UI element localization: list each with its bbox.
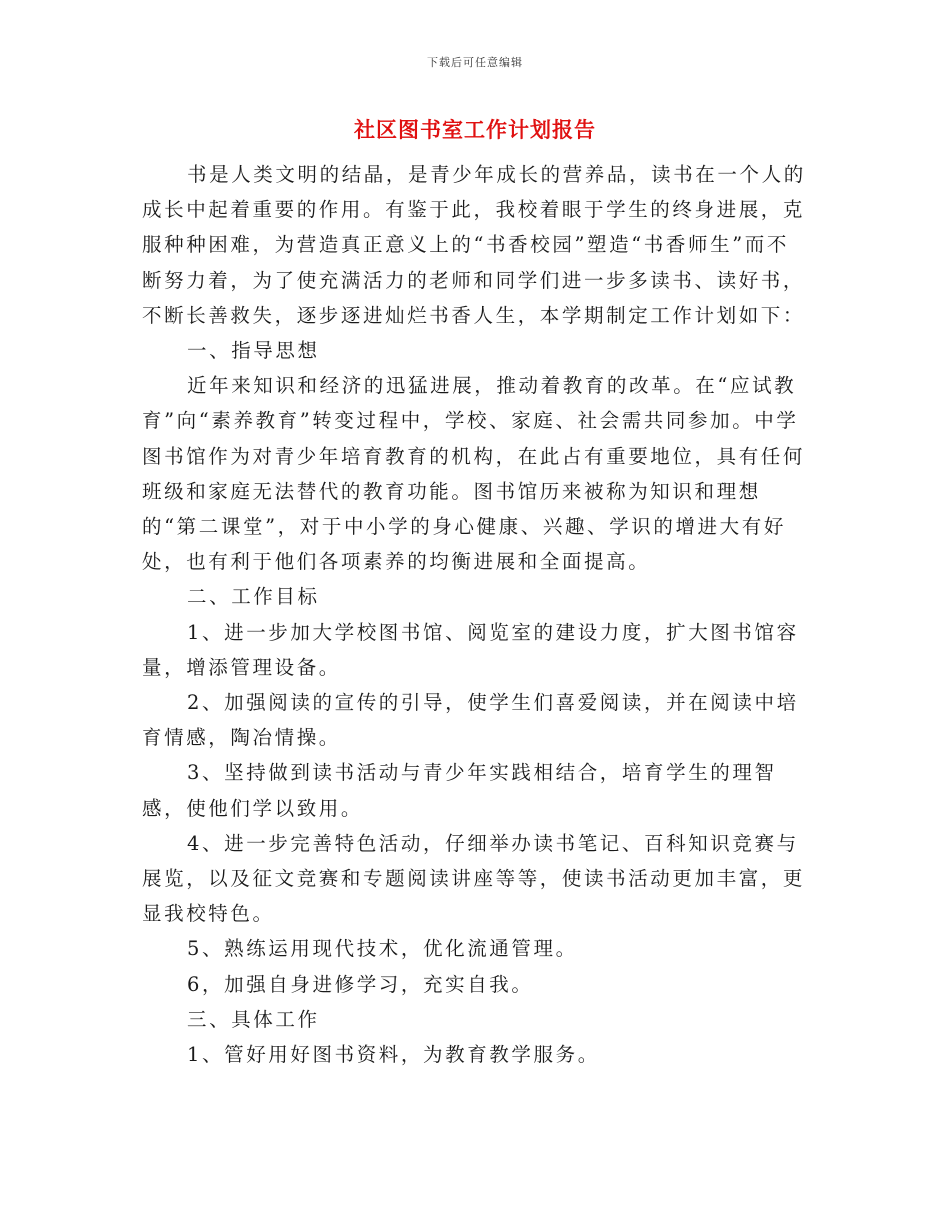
goal-item-4: 4、进一步完善特色活动，仔细举办读书笔记、百科知识竞赛与展览，以及征文竞赛和专题阅读讲座等等，使读书活动更加丰富，更显我校特色。 (142, 831, 806, 926)
goal-item-3: 3、坚持做到读书活动与青少年实践相结合，培育学生的理智感，使他们学以致用。 (142, 761, 777, 820)
paragraph-intro: 书是人类文明的结晶，是青少年成长的营养品，读书在一个人的成长中起着重要的作用。有鉴于此，我校着眼于学生的终身进展，克服种种困难，为营造真正意义上的“书香校园”塑造“书香师生”而不断努力着，为了使充满活力的老师和同学们进一步多读书、读好书，不断长善救失，逐步逐进灿烂书香人生，本学期制定工作计划如下： (142, 163, 806, 327)
heading-work-goals: 二、工作目标 (187, 585, 320, 609)
goal-item-5: 5、熟练运用现代技术，优化流通管理。 (187, 937, 578, 961)
heading-guiding-ideology: 一、指导思想 (187, 339, 320, 363)
work-item-1: 1、管好用好图书资料，为教育教学服务。 (187, 1043, 600, 1067)
document-body (142, 157, 810, 1072)
goal-item-1: 1、进一步加大学校图书馆、阅览室的建设力度，扩大图书馆容量，增添管理设备。 (142, 620, 799, 679)
paragraph-guiding-ideology: 近年来知识和经济的迅猛进展，推动着教育的改革。在“应试教育”向“素养教育”转变过程中，学校、家庭、社会需共同参加。中学图书馆作为对青少年培育教育的机构，在此占有重要地位，具有任何班级和家庭无法替代的教育功能。图书馆历来被称为知识和理想的“第二课堂”，对于中小学的身心健康、兴趣、学识的增进大有好处，也有利于他们各项素养的均衡进展和全面提高。 (142, 374, 806, 574)
goal-item-2: 2、加强阅读的宣传的引导，使学生们喜爱阅读，并在阅读中培育情感，陶冶情操。 (142, 691, 799, 750)
document-title: 社区图书室工作计划报告 (354, 118, 596, 142)
goal-item-6: 6，加强自身进修学习，充实自我。 (187, 972, 534, 996)
heading-specific-work: 三、具体工作 (187, 1007, 320, 1031)
header-note: 下载后可任意编辑 (427, 56, 523, 69)
